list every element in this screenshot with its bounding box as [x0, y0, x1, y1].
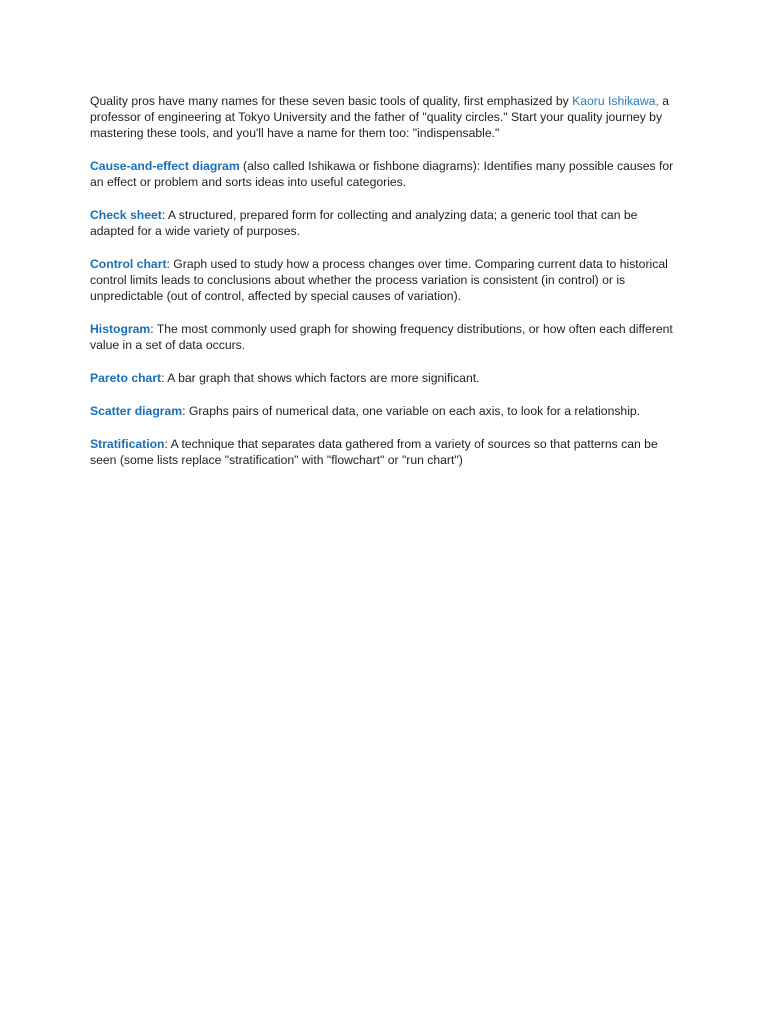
tool-check-sheet — [90, 207, 682, 239]
tool-cause-and-effect-diagram — [90, 158, 682, 190]
tool-control-chart — [90, 256, 682, 304]
intro-text-end: a professor of engineering at Tokyo University and the father of "quality circles." Start your quality journey by mastering these tools, and you'll have a name for them too: "indispensable." — [90, 94, 669, 140]
tool-description: : A structured, prepared form for collecting and analyzing data; a generic tool that can be adapted for a wide variety of purposes. — [90, 208, 638, 238]
tool-description: : The most commonly used graph for showing frequency distributions, or how often each different value in a set of data occurs. — [90, 322, 673, 352]
tool-term: Control chart — [90, 257, 167, 271]
tool-term: Pareto chart — [90, 371, 162, 385]
intro-text-start: Quality pros have many names for these seven basic tools of quality, first emphasized by — [90, 94, 573, 108]
tool-description: : A bar graph that shows which factors are more significant. — [161, 371, 480, 385]
tool-term: Scatter diagram — [90, 404, 183, 418]
tool-term: Stratification — [90, 437, 165, 451]
tool-term: Cause-and-effect diagram — [90, 159, 240, 173]
tool-description: : Graph used to study how a process changes over time. Comparing current data to historical control limits leads to conclusions about whether the process variation is consistent (in control) or is unpredictable (out of control, affected by special causes of variation). — [90, 257, 668, 303]
document-page — [90, 93, 682, 485]
kaoru-ishikawa-link[interactable]: Kaoru Ishikawa, — [572, 94, 659, 108]
tool-description: : A technique that separates data gathered from a variety of sources so that patterns can be seen (some lists replace "stratification" with "flowchart" or "run chart") — [90, 437, 658, 467]
tool-pareto-chart — [90, 370, 682, 386]
tool-term: Histogram — [90, 322, 151, 336]
tool-term: Check sheet — [90, 208, 162, 222]
tool-scatter-diagram — [90, 403, 682, 419]
tool-histogram — [90, 321, 682, 353]
tool-stratification — [90, 436, 682, 468]
tool-description: (also called Ishikawa or fishbone diagrams): Identifies many possible causes for an effect or problem and sorts ideas into useful categories. — [90, 159, 674, 189]
tool-description: : Graphs pairs of numerical data, one variable on each axis, to look for a relationship. — [182, 404, 641, 418]
intro-paragraph — [90, 93, 682, 141]
